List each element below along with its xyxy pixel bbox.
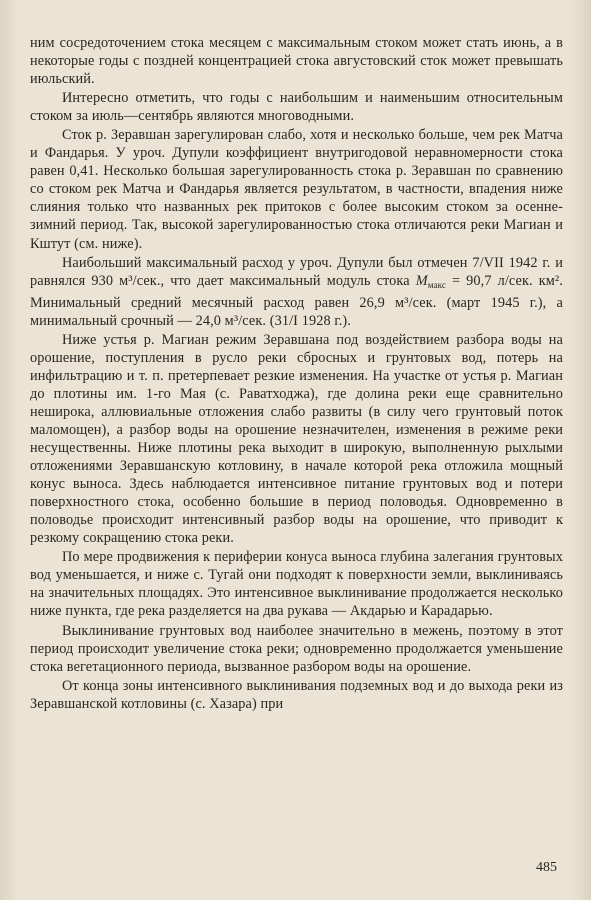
paragraph-6: По мере продвижения к периферии конуса выноса глубина залегания грунтовых вод уменьшается, и ниже с. Тугай они подходят к поверхности земли, выклиниваясь на значительных площадях. Это интенсивное выклинивание продолжается несколько ниже пункта, где река разделяется на два рукава — Акдарью и Карадарью. [30, 549, 563, 620]
max-modulus-symbol: M [415, 272, 428, 289]
paragraph-5: Ниже устья р. Магиан режим Зеравшана под воздействием разбора воды на орошение, поступления в русло реки сбросных и грунтовых вод, потерь на инфильтрацию и т. п. претерпевает резкие изменения. На участке от устья р. Магиан до плотины им. 1-го Мая (с. Раватходжа), где долина реки еще сравнительно неширока, аллювиальные отложения слабо развиты (в силу чего грунтовый поток маломощен), а разбор воды на орошение незначителен, изменения в режиме реки несущественны. Ниже плотины река выходит в широкую, выполненную рыхлыми отложениями Зеравшанскую котловину, в начале которой река отложила мощный конус выноса. Здесь наблюдается интенсивное питание грунтовых вод и потери поверхностного стока, особенно большие в период половодья. Одновременно в половодье происходит интенсивный разбор воды на орошение, что приводит к резкому сокращению стока реки. [30, 331, 563, 547]
paragraph-4 [30, 254, 563, 330]
paragraph-1: ним сосредоточением стока месяцем с максимальным стоком может стать июнь, а в некоторые годы с поздней концентрацией стока августовский сток может превышать июльский. [30, 35, 563, 88]
paragraph-2: Интересно отметить, что годы с наибольшим и наименьшим относительным стоком за июль—сентябрь являются многоводными. [30, 90, 563, 125]
page-number: 485 [536, 860, 557, 875]
paragraph-4-text-after: = 90,7 л/сек. км². Минимальный средний месячный расход равен 26,9 м³/сек. (март 1945 г.), а минимальный срочный — 24,0 м³/сек. (31/I 1928 г.). [30, 272, 563, 329]
paragraph-8: От конца зоны интенсивного выклинивания подземных вод и до выхода реки из Зеравшанской котловины (с. Хазара) при [30, 677, 563, 712]
paragraph-3: Сток р. Зеравшан зарегулирован слабо, хотя и несколько больше, чем рек Матча и Фандарья. У уроч. Дупули коэффициент внутригодовой неравномерности стока равен 0,41. Несколько большая зарегулированность стока р. Зеравшан по сравнению со стоком рек Матча и Фандарья является результатом, в частности, впадения ниже слияния только что названных рек притоков с более высоким стоком за осенне-зимний период. Так, высокой зарегулированностью стока отличаются реки Магиан и Кштут (см. ниже). [30, 127, 563, 252]
max-modulus-subscript: макс [427, 279, 446, 290]
paragraph-7: Выклинивание грунтовых вод наиболее значительно в межень, поэтому в этот период происходит увеличение стока реки; одновременно продолжается уменьшение стока вегетационного периода, вызванное разбором воды на орошение. [30, 622, 563, 675]
paragraph-4-text-before: Наибольший максимальный расход у уроч. Дупули был отмечен 7/VII 1942 г. и равнялся 930 м³/сек., что дает максимальный модуль стока [30, 254, 563, 289]
